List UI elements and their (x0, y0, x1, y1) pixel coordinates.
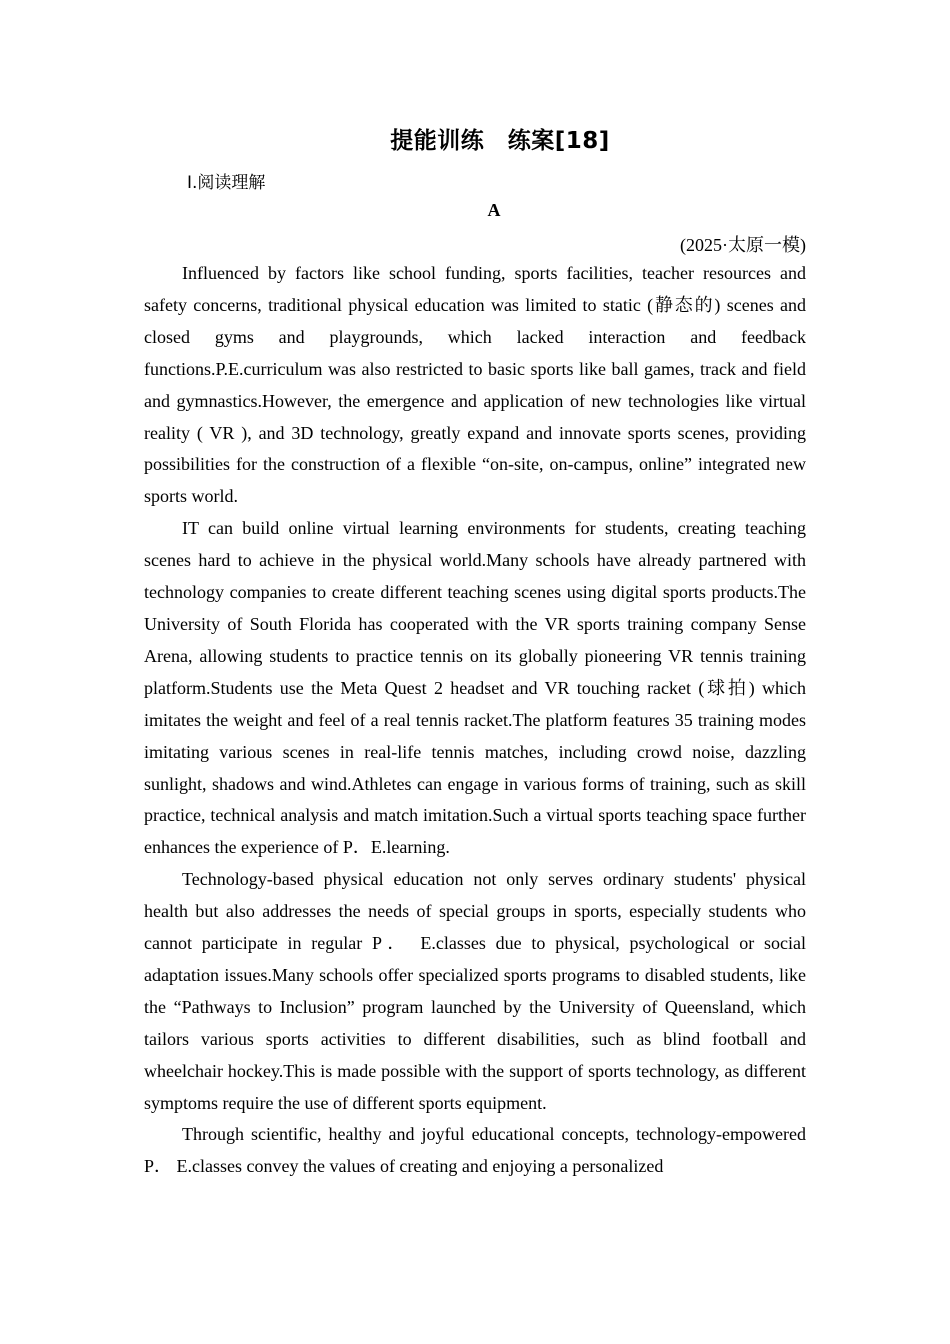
passage-letter: A (487, 200, 501, 220)
paragraph-3: Technology-based physical education not only serves ordinary students' physical health but also addresses the needs of special groups in sports, especially students who cannot participate in regular P． E.classes due to physical, psychological or social adaptation issues.Many schools offer specialized sports programs to disabled students, like the “Pathways to Inclusion” program launched by the University of Queensland, which tailors various sports activities to different disabilities, such as blind football and wheelchair hockey.This is made possible with the support of sports technology, as different symptoms require the use of different sports equipment. (144, 869, 806, 1113)
page-title: 提能训练 练案[18] (390, 128, 610, 154)
section-heading: Ⅰ.阅读理解 (187, 173, 266, 193)
paragraph-1: Influenced by factors like school funding, sports facilities, teacher resources and safety concerns, traditional physical education was limited to static (静态的) scenes and closed gyms and playgrounds, which lacked interaction and feedback functions.P.E.curriculum was also restricted to basic sports like ball games, track and field and gymnastics.However, the emergence and application of new technologies like virtual reality ( VR ), and 3D technology, greatly expand and innovate sports scenes, providing possibilities for the construction of a flexible “on-site, on-campus, online” integrated new sports world. (144, 263, 806, 507)
paragraph-2: IT can build online virtual learning environments for students, creating teaching scenes hard to achieve in the physical world.Many schools have already partnered with technology companies to create different teaching scenes using digital sports products.The University of South Florida has cooperated with the VR sports training company Sense Arena, allowing students to practice tennis on its globally pioneering VR tennis training platform.Students use the Meta Quest 2 headset and VR touching racket (球拍) which imitates the weight and feel of a real tennis racket.The platform features 35 training modes imitating various scenes in real-life tennis matches, including crowd noise, dazzling sunlight, shadows and wind.Athletes can engage in various forms of training, such as skill practice, technical analysis and match imitation.Such a virtual sports teaching space further enhances the experience of P．E.learning. (144, 518, 806, 858)
passage-body (144, 258, 806, 1183)
passage-source: (2025·太原一模) (680, 235, 806, 255)
paragraph-4: Through scientific, healthy and joyful educational concepts, technology-empowered P． E.classes convey the values of creating and enjoying a personalized (144, 1124, 806, 1177)
